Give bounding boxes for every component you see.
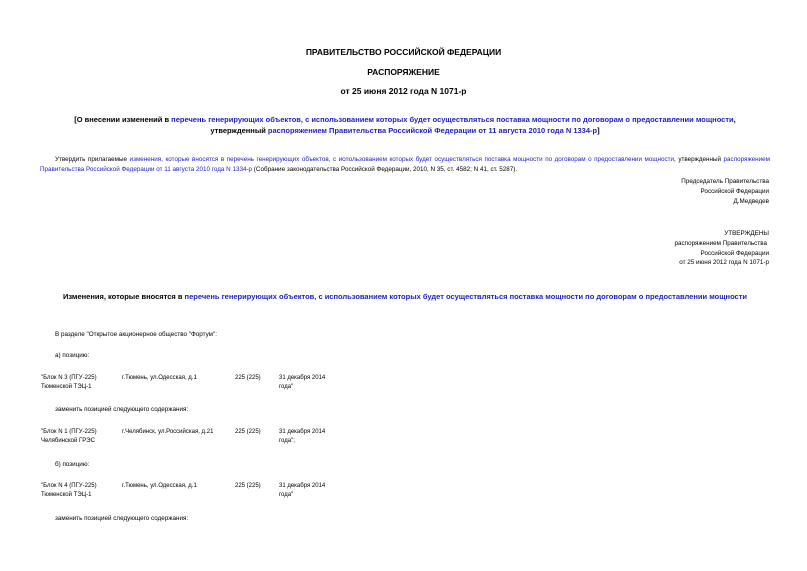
signature-line-2: Российской Федерации (700, 187, 769, 195)
document-date-number: от 25 июня 2012 года N 1071-р (340, 86, 467, 96)
approved-block (675, 229, 769, 268)
document-heading (60, 114, 750, 136)
row-date: 31 декабря 2014 года"; (279, 429, 326, 444)
signature-line-3: Д.Медведев (733, 197, 769, 205)
heading-close: ] (597, 126, 600, 135)
item-b-label: б) позицию: (55, 461, 90, 468)
section-intro: В разделе "Открытое акционерное общество "Фортум": (55, 331, 217, 338)
paragraph-link-order[interactable]: распоряжением Правительства Российской Федерации от 11 августа 2010 года N 1334-р (40, 156, 770, 173)
row-date: 31 декабря 2014 года" (279, 375, 326, 390)
row-date: 31 декабря 2014 года" (279, 483, 326, 498)
row-address: г.Тюмень, ул.Одесская, д.1 (122, 375, 197, 381)
approved-line-2: распоряжением Правительства (674, 239, 767, 247)
approved-line-1: УТВЕРЖДЕНЫ (724, 230, 769, 237)
approved-line-3: Российской Федерации (700, 249, 769, 257)
document-type: РАСПОРЯЖЕНИЕ (367, 67, 440, 77)
paragraph-text-2: , утвержденный (674, 156, 724, 163)
heading-link-list[interactable]: перечень генерирующих объектов, с использованием которых будет осуществляться поставка мощности по договорам о предоставлении мощности (171, 115, 734, 124)
row-name: "Блок N 3 (ПГУ-225) Тюменской ТЭЦ-1 (41, 375, 97, 390)
changes-heading-link[interactable]: перечень генерирующих объектов, с использованием которых будет осуществляться поставка мощности по договорам о предоставлении мощности (184, 292, 748, 301)
heading-open: [О внесении изменений в (74, 115, 172, 124)
signature-block (681, 177, 769, 206)
changes-heading (50, 291, 760, 302)
paragraph-text-3: (Собрание законодательства Российской Федерации, 2010, N 35, ст. 4582; N 41, ст. 5287). (252, 165, 518, 173)
row-power: 225 (225) (235, 375, 261, 381)
replace-text-2: заменить позицией следующего содержания: (55, 515, 189, 522)
signature-line-1: Председатель Правительства (681, 178, 769, 185)
paragraph-link-changes[interactable]: изменения, которые вносятся в перечень генерирующих объектов, с использованием которых будет осуществляться поставка мощности по договорам о предоставлении мощности (129, 156, 675, 163)
row-power: 225 (225) (235, 483, 261, 489)
row-address: г.Тюмень, ул.Одесская, д.1 (122, 483, 197, 489)
changes-heading-text: Изменения, которые вносятся в (62, 292, 185, 301)
government-title: ПРАВИТЕЛЬСТВО РОССИЙСКОЙ ФЕДЕРАЦИИ (305, 47, 502, 57)
approved-line-4: от 25 июня 2012 года N 1071-р (679, 259, 769, 267)
heading-mid: , утвержденный (210, 115, 736, 135)
replace-text-1: заменить позицией следующего содержания: (55, 406, 189, 413)
heading-link-order[interactable]: распоряжением Правительства Российской Федерации от 11 августа 2010 года N 1334-р (267, 126, 598, 135)
item-a-label: а) позицию: (55, 352, 90, 359)
main-paragraph (40, 155, 770, 174)
paragraph-text-1: Утвердить прилагаемые (55, 156, 130, 163)
row-address: г.Челябинск, ул.Российская, д.21 (122, 429, 214, 435)
row-name: "Блок N 4 (ПГУ-225) Тюменской ТЭЦ-1 (41, 483, 97, 498)
row-name: "Блок N 1 (ПГУ-225) Челябинской ГРЭС (41, 429, 97, 444)
row-power: 225 (225) (235, 429, 261, 435)
